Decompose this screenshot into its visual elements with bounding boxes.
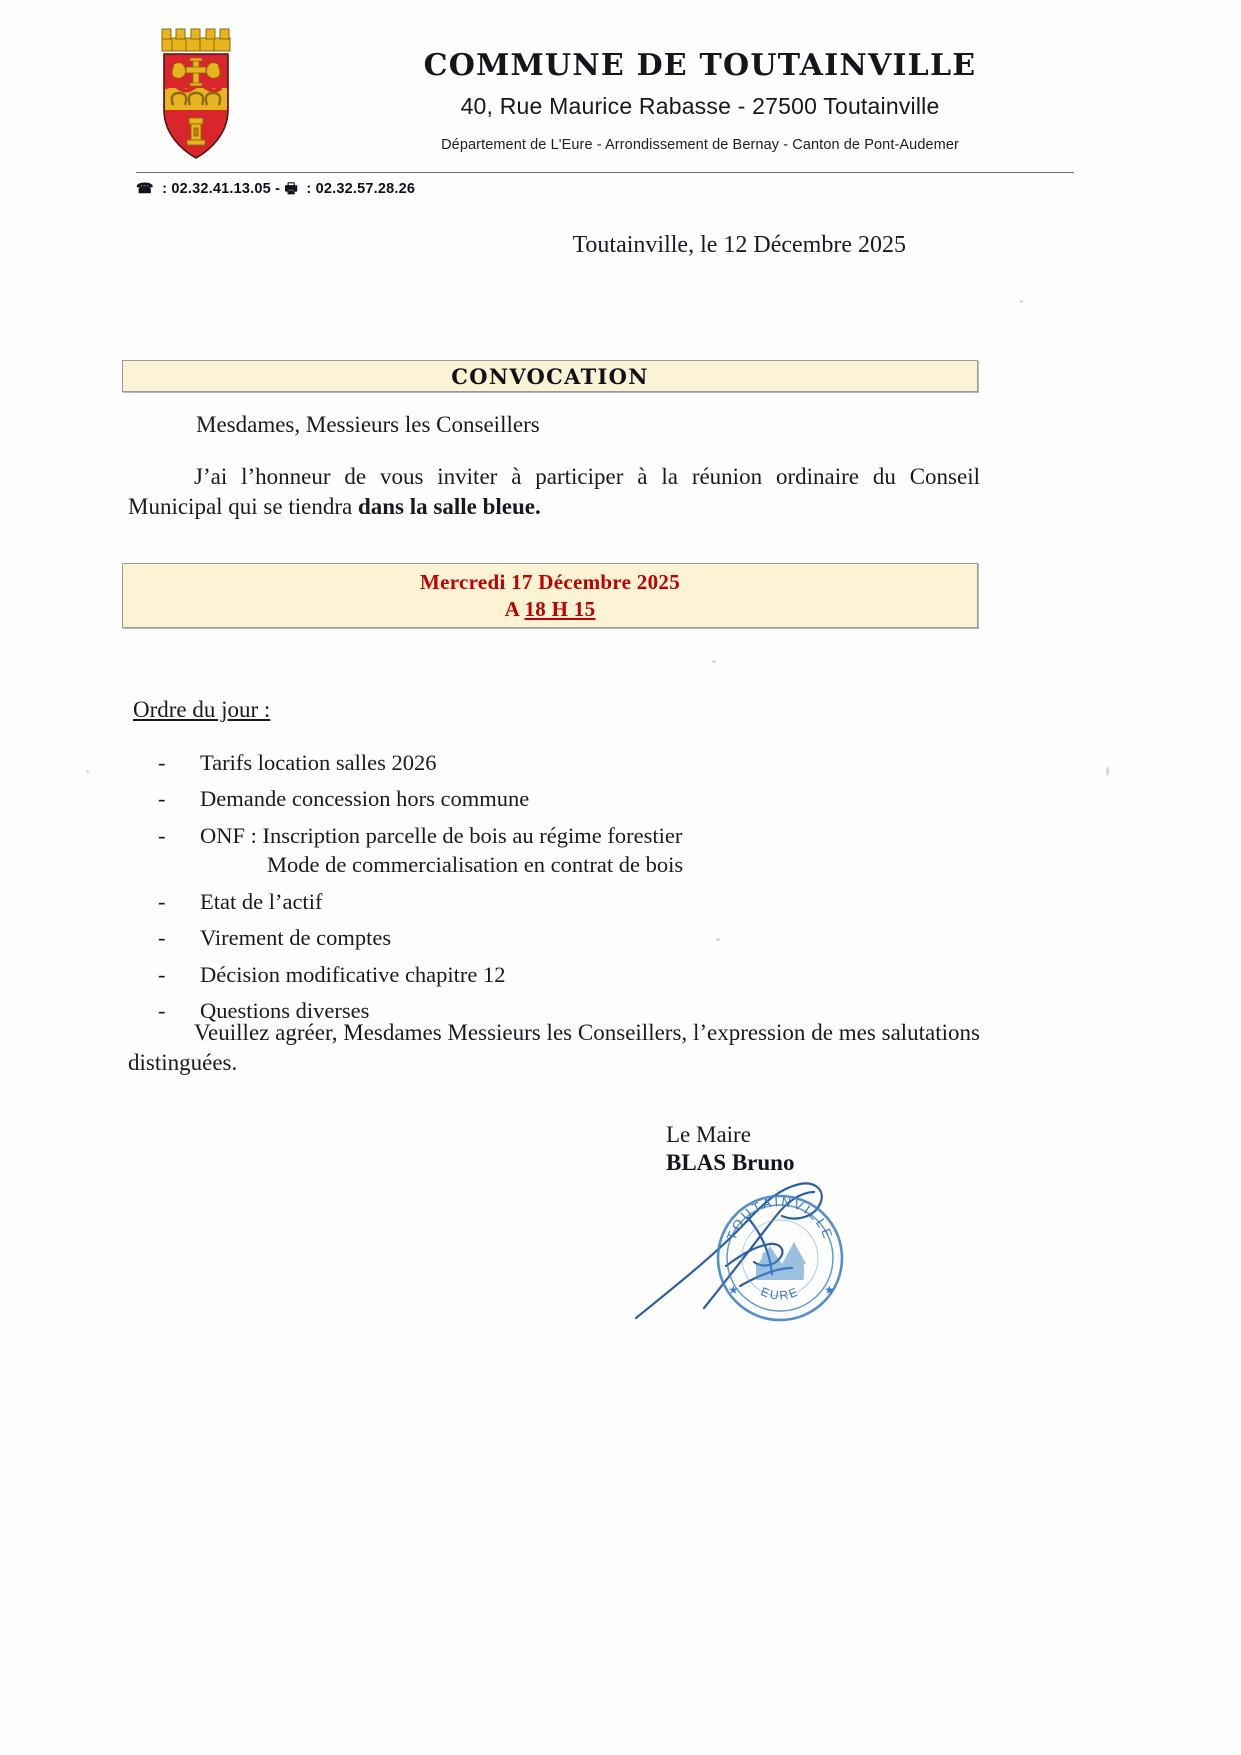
organization-name: COMMUNE DE TOUTAINVILLE <box>423 48 977 83</box>
meeting-time <box>505 597 596 622</box>
list-item <box>158 923 918 952</box>
meeting-date: Mercredi 17 Décembre 2025 <box>420 569 680 594</box>
meeting-time-value: 18 H 15 <box>524 596 596 621</box>
agenda-item-label: Etat de l’actif <box>200 888 323 914</box>
closing-paragraph: Veuillez agréer, Mesdames Messieurs les Conseillers, l’expression de mes salutations distinguées. <box>128 1020 980 1076</box>
bullet-dash: - <box>158 786 166 812</box>
letterhead-text <box>300 48 1100 153</box>
agenda-item-label: Virement de comptes <box>200 925 392 951</box>
agenda-list <box>158 748 918 1033</box>
stamp-text-bottom: EURE <box>758 1284 802 1303</box>
list-item <box>158 784 918 813</box>
list-item <box>158 821 918 880</box>
official-stamp <box>630 1158 890 1343</box>
list-item <box>158 960 918 989</box>
stamp-text-top: TOUTAINVILLE <box>723 1193 837 1243</box>
salutation: Mesdames, Messieurs les Conseillers <box>196 412 540 437</box>
bullet-dash: - <box>158 925 166 951</box>
convocation-label: CONVOCATION <box>451 363 649 389</box>
bullet-dash: - <box>158 998 166 1024</box>
telephone-number: : 02.32.41.13.05 <box>157 181 271 197</box>
list-item <box>158 887 918 916</box>
coat-of-arms-icon <box>148 26 244 162</box>
signature-role: Le Maire <box>666 1122 751 1147</box>
agenda-item-label: Demande concession hors commune <box>200 786 530 812</box>
letterhead <box>0 18 1241 168</box>
svg-text:TOUTAINVILLE <box>724 1194 837 1242</box>
bullet-dash: - <box>158 888 166 914</box>
meeting-banner <box>122 563 978 628</box>
fax-icon: 🖶 <box>284 180 298 196</box>
organization-jurisdiction: Département de L'Eure - Arrondissement de Bernay - Canton de Pont-Audemer <box>441 137 959 153</box>
fax-number: : 02.32.57.28.26 <box>302 181 416 197</box>
invitation-lead: J’ai l’honneur de vous inviter à participer à la réunion ordinaire du Conseil Municipal qui se tiendra <box>128 464 980 520</box>
svg-text:EURE <box>759 1284 801 1302</box>
organization-address: 40, Rue Maurice Rabasse - 27500 Toutainville <box>460 93 940 119</box>
bullet-dash: - <box>158 822 166 848</box>
invitation-paragraph <box>128 462 980 523</box>
agenda-item-label: ONF : Inscription parcelle de bois au régime forestier <box>200 822 683 848</box>
contact-line <box>136 178 415 202</box>
stamp-star-left: ★ <box>728 1283 739 1297</box>
stamp-star-right: ★ <box>824 1283 835 1297</box>
agenda-item-label-group <box>200 821 918 880</box>
agenda-item-label: Tarifs location salles 2026 <box>200 750 437 775</box>
signature-name: BLAS Bruno <box>666 1150 795 1175</box>
agenda-item-label: Questions diverses <box>200 998 370 1024</box>
agenda-item-label: Décision modificative chapitre 12 <box>200 961 506 987</box>
agenda-title: Ordre du jour : <box>133 697 271 722</box>
contact-separator: - <box>275 181 281 197</box>
bullet-dash: - <box>158 961 166 987</box>
telephone-icon: ☎ <box>136 180 154 196</box>
convocation-banner <box>122 360 978 392</box>
meeting-time-prefix: A <box>504 596 525 621</box>
invitation-location: dans la salle bleue. <box>357 494 541 520</box>
dateline: Toutainville, le 12 Décembre 2025 <box>572 232 906 258</box>
header-divider <box>136 172 1074 173</box>
list-item <box>158 748 918 777</box>
agenda-item-subline: Mode de commercialisation en contrat de bois <box>267 852 684 878</box>
bullet-dash: - <box>158 750 166 775</box>
